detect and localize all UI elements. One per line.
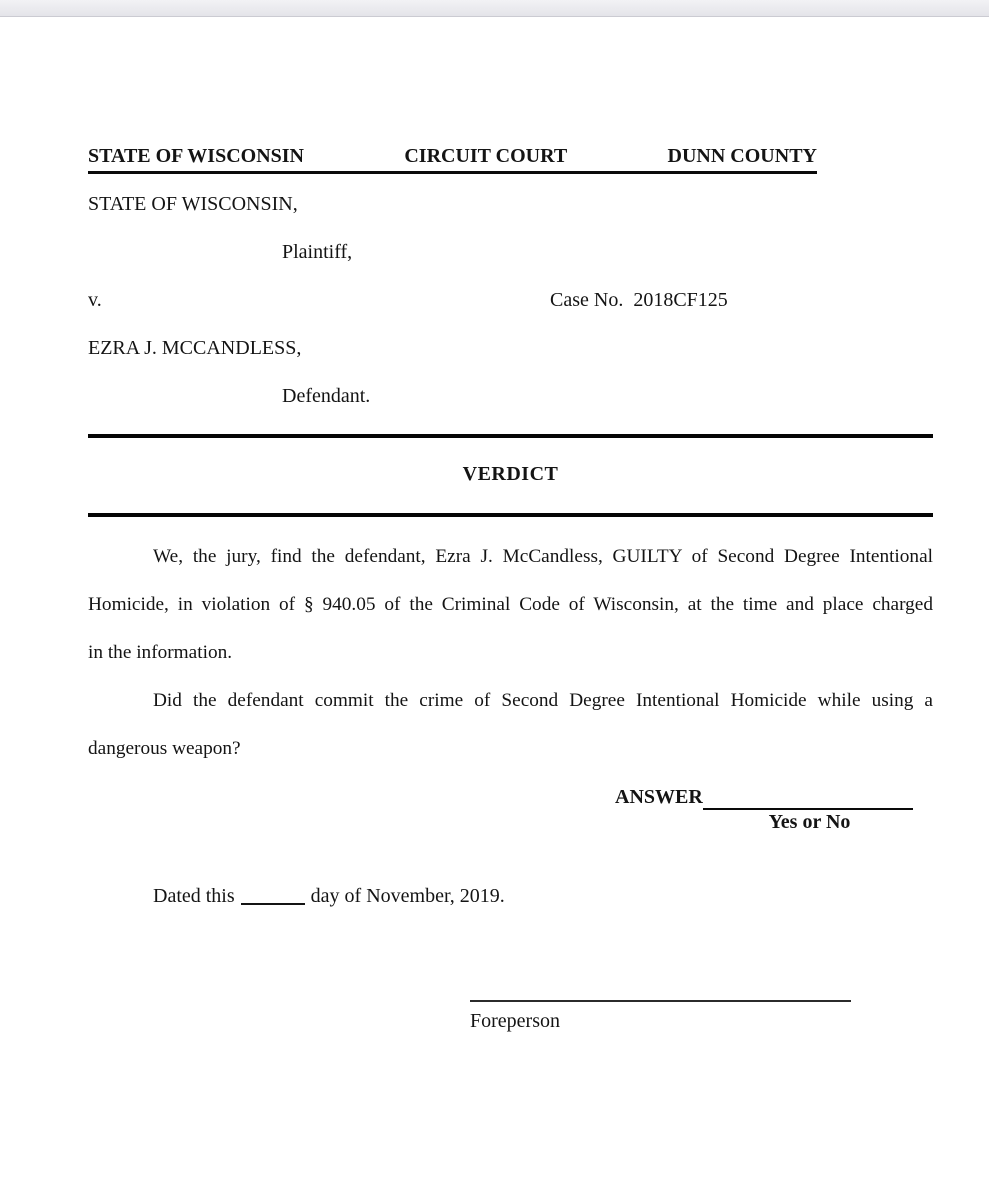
case-caption	[88, 180, 933, 420]
defendant-role: Defendant.	[282, 385, 371, 407]
header-court: CIRCUIT COURT	[404, 145, 568, 167]
divider-rule-top	[88, 434, 933, 438]
signature-block	[470, 1000, 851, 1032]
defendant-name: EZRA J. MCCANDLESS,	[88, 337, 302, 359]
verdict-paragraph	[88, 533, 933, 677]
header-county: DUNN COUNTY	[667, 145, 817, 167]
document-title: VERDICT	[462, 463, 559, 485]
document-body	[88, 146, 933, 1032]
signature-label: Foreperson	[470, 1010, 560, 1032]
dated-suffix: day of November, 2019.	[310, 885, 505, 907]
plaintiff-name: STATE OF WISCONSIN,	[88, 193, 298, 215]
verdict-paragraph-line: in the information.	[88, 642, 233, 663]
verdict-paragraph-line: Homicide, in violation of § 940.05 of the Criminal Code of Wisconsin, at the time and place charged	[88, 594, 933, 615]
question-paragraph-line: Did the defendant commit the crime of Second Degree Intentional Homicide while using a	[153, 690, 933, 711]
answer-blank-line	[703, 773, 913, 810]
answer-label: ANSWER	[615, 786, 703, 808]
dated-prefix: Dated this	[153, 885, 235, 907]
versus-row	[88, 276, 933, 324]
divider-rule-bottom	[88, 513, 933, 517]
answer-hint: Yes or No	[768, 811, 851, 833]
verdict-paragraph-line: We, the jury, find the defendant, Ezra J. McCandless, GUILTY of Second Degree Intentional	[153, 546, 933, 567]
date-blank-line	[241, 891, 305, 905]
court-caption-header	[88, 146, 817, 174]
question-paragraph-line: dangerous weapon?	[88, 738, 241, 759]
plaintiff-role: Plaintiff,	[282, 241, 353, 263]
versus-label: v.	[88, 289, 102, 311]
dated-line	[88, 872, 933, 920]
header-state: STATE OF WISCONSIN	[88, 145, 304, 167]
case-number: Case No. 2018CF125	[550, 289, 728, 311]
question-paragraph	[88, 677, 933, 773]
viewer-top-bar	[0, 0, 989, 17]
